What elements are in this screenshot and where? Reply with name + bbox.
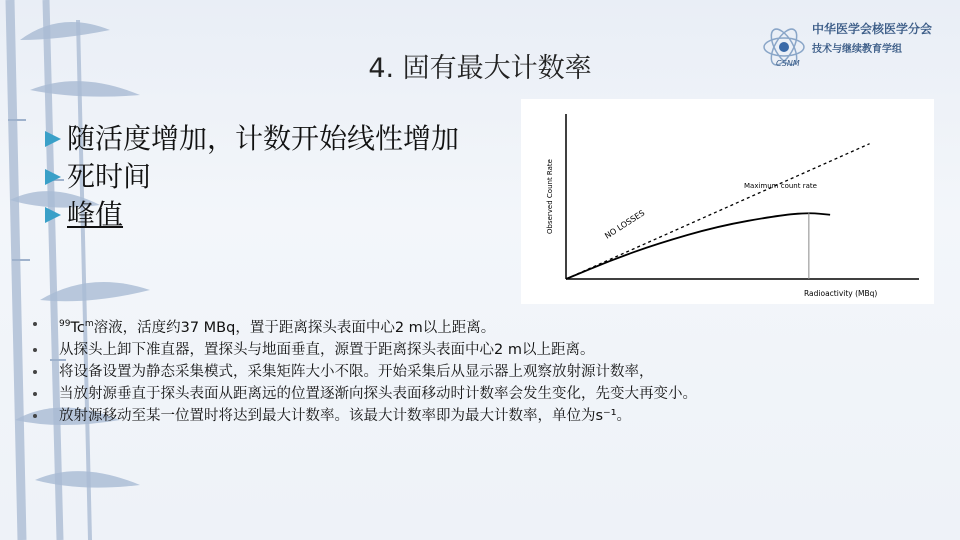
bullet-arrow-icon	[45, 131, 61, 147]
note-item	[25, 384, 925, 404]
bullet-text: 随活度增加，计数开始线性增加	[67, 122, 460, 155]
chart-x-label: Radioactivity (MBq)	[804, 289, 878, 298]
note-item	[25, 340, 925, 360]
bullet-dot	[33, 370, 37, 374]
count-rate-chart	[521, 99, 934, 304]
bullet-text: 死时间	[67, 160, 152, 193]
bullet-dead-time	[45, 158, 505, 196]
observed-count-line	[566, 213, 830, 279]
chart-y-label: Observed Count Rate	[546, 159, 554, 234]
bullet-dot	[33, 322, 37, 326]
notes-list	[25, 314, 925, 428]
note-text	[59, 320, 495, 336]
main-bullets	[45, 120, 505, 234]
isotope-mass: 99	[59, 319, 71, 329]
note-item	[25, 362, 925, 382]
note-text: 从探头上卸下准直器，置探头与地面垂直，源置于距离探头表面中心2 m以上距离。	[59, 341, 595, 358]
chart-svg	[521, 99, 934, 304]
isotope-symbol: Tc	[70, 319, 85, 336]
bullet-arrow-icon	[45, 207, 61, 223]
bullet-dot	[33, 392, 37, 396]
max-count-label: Maximum count rate	[744, 182, 817, 190]
slide-title: 4. 固有最大计数率	[368, 53, 592, 84]
note-text: 将设备设置为静态采集模式，采集矩阵大小不限。开始采集后从显示器上观察放射源计数率，	[59, 363, 654, 380]
note-item	[25, 314, 925, 338]
note-text: 放射源移动至某一位置时将达到最大计数率。该最大计数率即为最大计数率，单位为s⁻¹。	[59, 407, 632, 424]
note-rest: 溶液，活度约37 MBq，置于距离探头表面中心2 m以上距离。	[93, 319, 496, 336]
logo-org-name: 中华医学会核医学分会	[812, 22, 933, 36]
isotope-metastable: m	[84, 319, 94, 329]
note-text: 当放射源垂直于探头表面从距离远的位置逐渐向探头表面移动时计数率会发生变化，先变大再变小。	[59, 385, 697, 402]
bullet-peak	[45, 196, 505, 234]
bullet-dot	[33, 414, 37, 418]
bullet-arrow-icon	[45, 169, 61, 185]
bullet-dot	[33, 348, 37, 352]
note-item	[25, 406, 925, 426]
bullet-linear-increase	[45, 120, 505, 158]
logo-group-name: 技术与继续教育学组	[812, 44, 902, 55]
no-losses-line	[566, 144, 870, 279]
logo-mark: CSNM	[776, 59, 800, 68]
bullet-text: 峰值	[67, 198, 124, 231]
no-losses-label: NO LOSSES	[603, 208, 647, 241]
